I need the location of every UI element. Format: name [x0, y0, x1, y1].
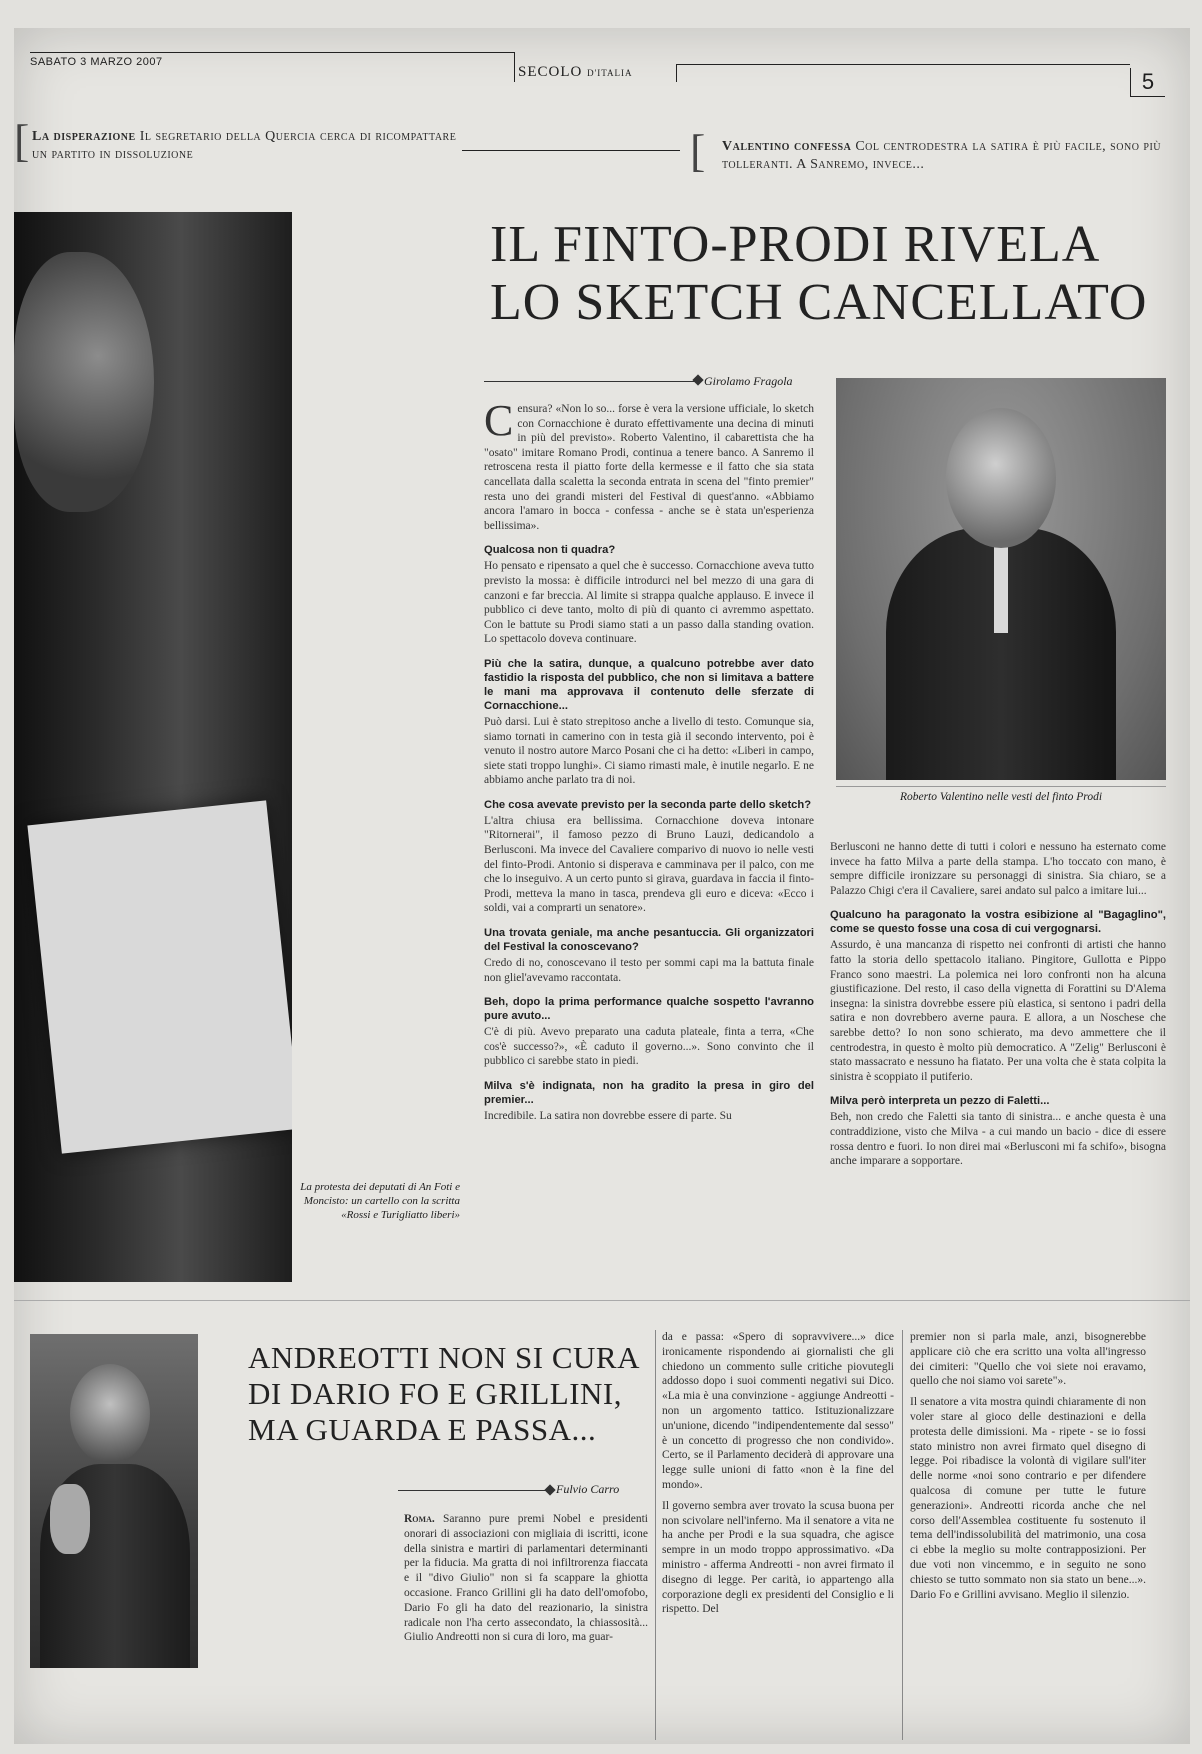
header-rule-left [30, 52, 514, 53]
andreotti-paragraph-2: da e passa: «Spero di sopravvivere...» dice ironicamente rispondendo ai giornalisti che gli chiedono un commento sulle critiche piovutegli addosso dopo i suoi commenti negativi sui Dico. «La mia è una convinzione - aggiunge Andreotti - non un argomento tattico. Istituzionalizzare un'unione, dicendo "indipendentemente dal sesso" è un concetto di progresso che non condivido». Certo, se il Parlamento deciderà di approvare una legge sulle unioni di fatto «non è la fine del mondo». [662, 1331, 894, 1491]
andreotti-paragraph-4: premier non si parla male, anzi, bisognerebbe applicare ciò che era scritto una volta all'ingresso dei cimiteri: "Quello che voi siete noi eravamo, quello che noi siamo voi sarete"». [910, 1331, 1146, 1388]
answer-4: Credo di no, conoscevano il testo per sommi capi ma la battuta finale non gliel'avevamo raccontata. [484, 957, 814, 984]
paper-suffix: D'ITALIA [587, 68, 633, 78]
valentino-photo-caption: Roberto Valentino nelle vesti del finto Prodi [836, 786, 1166, 803]
kicker-right [722, 138, 1170, 174]
answer-1: Ho pensato e ripensato a quel che è successo. Cornacchione aveva tutto previsto la mossa: è difficile introdurci nel bel mezzo di una gara di canzoni e far breccia. Al limite si strappa qualche applauso. E invece il pubblico ci deve tanto, molto di più di quanto ci avremmo aspettato. Con le battute su Prodi siamo stati a un passo dalla standing ovation. Lo spettacolo doveva continuare. [484, 560, 814, 646]
kicker-left [32, 128, 462, 164]
kicker-left-label: La disperazione [32, 129, 136, 144]
dropcap: C [484, 396, 514, 445]
deputy-face [14, 252, 154, 512]
intro-text: ensura? «Non lo so... forse è vera la versione ufficiale, lo sketch con Cornacchione è durato effettivamente una decina di minuti in più del previsto». Roberto Valentino, il cabarettista che ha "osato" imitare Romano Prodi, continua a tenere banco. A Sanremo il retroscena resta il piatto forte della kermesse e il fatto che sia stata cancellata dalla scaletta la seconda entrata in scena del "finto premier" resta uno dei grandi misteri del Festival di quest'anno. «Abbiamo ancora l'amaro in bocca - confessa - anche se è stata un'esperienza bellissima». [484, 403, 814, 532]
question-4: Una trovata geniale, ma anche pesantuccia. Gli organizzatori del Festival la conoscevano? [484, 927, 814, 954]
protest-sign [27, 800, 292, 1153]
question-3: Che cosa avevate previsto per la seconda parte dello sketch? [484, 798, 812, 811]
header-rule-right [676, 64, 1130, 65]
andreotti-column-3 [910, 1330, 1146, 1608]
kicker-right-text: Col centrodestra la satira è più facile, sono più tolleranti. A Sanremo, invece... [722, 139, 1162, 172]
andreotti-column-1 [404, 1512, 648, 1651]
kicker-rule [462, 150, 680, 151]
kicker-right-label: Valentino confessa [722, 139, 852, 154]
byline-rule [484, 381, 696, 382]
article-column-1 [484, 396, 814, 1130]
column-rule-1 [655, 1330, 656, 1740]
answer-7: Assurdo, è una mancanza di rispetto nei confronti di artisti che hanno fatto la storia dello spettacolo italiano. Pingitore, Gullotta e Pippo Franco sono maestri. La polemica nei loro confronti non ha alcuna giustificazione. Del resto, il caso della vignetta di Forattini su D'Alema insegna: la sinistra dovrebbe essere più elastica, si sentono i padri della satira e non dovrebbero averne paura. E allora, a un Noschese che sarebbe detto? Io non sono schierato, ma devo ammettere che il centrodestra, in questo è molto più democratico. A "Zelig" Berlusconi è stato massacrato e nessuno ha fiatato. Per una volta che è stata colpita la sinistra è scoppiato il putiferio. [830, 939, 1166, 1083]
main-headline-line1: IL FINTO-PRODI RIVELA [490, 216, 1101, 273]
kicker-right-bracket: [ [690, 125, 706, 176]
issue-date: SABATO 3 MARZO 2007 [30, 56, 163, 68]
header-tick [514, 52, 515, 82]
question-1: Qualcosa non ti quadra? [484, 544, 616, 557]
answer-6: Incredibile. La satira non dovrebbe essere di parte. Su [484, 1110, 732, 1122]
question-5: Beh, dopo la prima performance qualche sospetto l'avranno pure avuto... [484, 996, 814, 1023]
andreotti-byline: Fulvio Carro [556, 1482, 620, 1496]
andreotti-face [70, 1364, 150, 1464]
paper-name: SECOLO [518, 64, 583, 80]
page-number: 5 [1130, 68, 1165, 97]
valentino-face [946, 408, 1056, 548]
andreotti-column-2 [662, 1330, 894, 1623]
kicker-left-bracket: [ [14, 115, 30, 166]
intro-paragraph [484, 396, 814, 533]
question-8: Milva però interpreta un pezzo di Faletti... [830, 1095, 1050, 1108]
andreotti-byline-rule [398, 1490, 548, 1491]
answer-3: L'altra chiusa era bellissima. Cornacchione doveva intonare "Ritornerai", il famoso pezzo di Bruno Lauzi, dedicandolo a Berlusconi. Ma invece del Cavaliere comparivo di nuovo io nelle vesti del finto-Prodi. Antonio si disperava e camminava per il palco, con me che lo inseguivo. A un certo punto si girava, guardava in faccia il finto-Prodi, metteva la mano in tasca, prendeva gli euro e diceva: «Ecco i soldi, vai a comprarti un senatore». [484, 814, 814, 915]
section-divider [14, 1300, 1190, 1301]
dateline: Roma. [404, 1513, 435, 1525]
andreotti-paragraph-5: Il senatore a vita mostra quindi chiaramente di non voler stare al gioco delle destinazioni e della protesta delle dimissioni. Ma - ripete - se io fossi stato ministro non avrei firmato quel disegno di legge. Poi ribadisce la volontà di vigilare sull'iter delle norme «noi sono contrario e per difendere qualcosa di comune per tutte le future generazioni». Andreotti ricorda anche che nel corso dell'Assemblea costituente fu sostenuto il tema dell'indissolubilità del matrimonio, una cosa ci ebbe la meglio su molte contrapposizioni. Per due voti non vincemmo, e in seguito ne sono chiesto se tutto sommato non sia stato un bene...». Dario Fo e Grillini avvisano. Meglio il silenzio. [910, 1396, 1146, 1601]
valentino-shirt [994, 543, 1008, 633]
andreotti-paragraph-3: Il governo sembra aver trovato la scusa buona per non scivolare nell'inferno. Ma il senatore a vita ne ha anche per Prodi e la sua squadra, che agisce sempre in un modo troppo approssimativo. «Da ministro - afferma Andreotti - non avrei firmato il disegno di legge. Per carità, io appartengo alla corporazione degli ex presidenti del Consiglio e li rispetto. Del [662, 1499, 894, 1616]
protest-photo-caption: La protesta dei deputati di An Foti e Moncisto: un cartello con la scritta «Rossi e Turigliatto liberi» [300, 1181, 460, 1221]
andreotti-headline: ANDREOTTI NON SI CURA DI DARIO FO E GRILLINI, MA GUARDA E PASSA... [248, 1340, 639, 1447]
question-6: Milva s'è indignata, non ha gradito la presa in giro del premier... [484, 1080, 814, 1106]
andreotti-hand [50, 1484, 90, 1554]
andreotti-text-1: Saranno pure premi Nobel e presidenti onorari di associazioni con migliaia di iscritti, icone della sinistra e martiri di parlamentari determinanti per la fiducia. Ma gratta di noi infiltrorenza fiaccata e il "divo Giulio" non si fa scappare la ghiotta occasione. Franco Grillini gli ha dato dell'omofobo, Dario Fo gli ha dato del reazionario, la sinistra radicale non l'ha certo assecondato, la chiassosità... Giulio Andreotti non si cura di loro, ma guar- [404, 1513, 649, 1644]
protest-photo [14, 212, 292, 1282]
answer-5: C'è di più. Avevo preparato una caduta plateale, finta a terra, «Che cos'è successo?», «È caduto il governo...». Sono convinto che il pubblico ci sarebbe stato in piedi. [484, 1026, 814, 1068]
valentino-photo [836, 378, 1166, 780]
kicker-left-text: Il segretario della Quercia cerca di ricompattare un partito in dissoluzione [32, 129, 457, 162]
main-headline [490, 216, 1170, 332]
main-byline: Girolamo Fragola [704, 374, 793, 388]
paper-masthead [518, 64, 632, 81]
answer-8: Beh, non credo che Faletti sia tanto di sinistra... e anche questa è una contraddizione, visto che Milva - a cui mando un bacio - dice di essere rossa dentro e fuori. Io non direi mai «Berlusconi mi fa schifo», bisogna anche imparare a sopportare. [830, 1111, 1166, 1168]
andreotti-paragraph-1 [404, 1512, 648, 1645]
article-column-2 [830, 840, 1166, 1175]
question-2: Più che la satira, dunque, a qualcuno potrebbe aver dato fastidio la risposta del pubblico, che non si limitava a battere le mani ma approvava il contenuto delle sferzate di Cornacchione... [484, 657, 814, 712]
header-tick-right [676, 64, 677, 82]
column-rule-2 [902, 1330, 903, 1740]
andreotti-photo [30, 1334, 198, 1668]
question-7: Qualcuno ha paragonato la vostra esibizione al "Bagaglino", come se questo fosse una cosa di cui vergognarsi. [830, 909, 1166, 936]
answer-2: Può darsi. Lui è stato strepitoso anche a livello di testo. Comunque sia, siamo tornati in camerino con in testa già il secondo intervento, poi è venuto il nostro autore Marco Posani che ci ha detto: «Liberi in campo, siete stati troppo lunghi». Ci siamo rimasti male, è inutile negarlo. E ne abbiamo anche parlato tra di noi. [484, 715, 814, 787]
column-2-lead: Berlusconi ne hanno dette di tutti i colori e nessuno ha esternato come invece ha fatto Milva a parte della stampa. L'ho toccato con mano, è sempre difficile ironizzare su personaggi di sinistra. Sia chiaro, se a Palazzo Chigi c'era il Cavaliere, sarei andato sul palco a imitare lui... [830, 841, 1166, 897]
main-headline-line2: LO SKETCH CANCELLATO [490, 274, 1148, 331]
